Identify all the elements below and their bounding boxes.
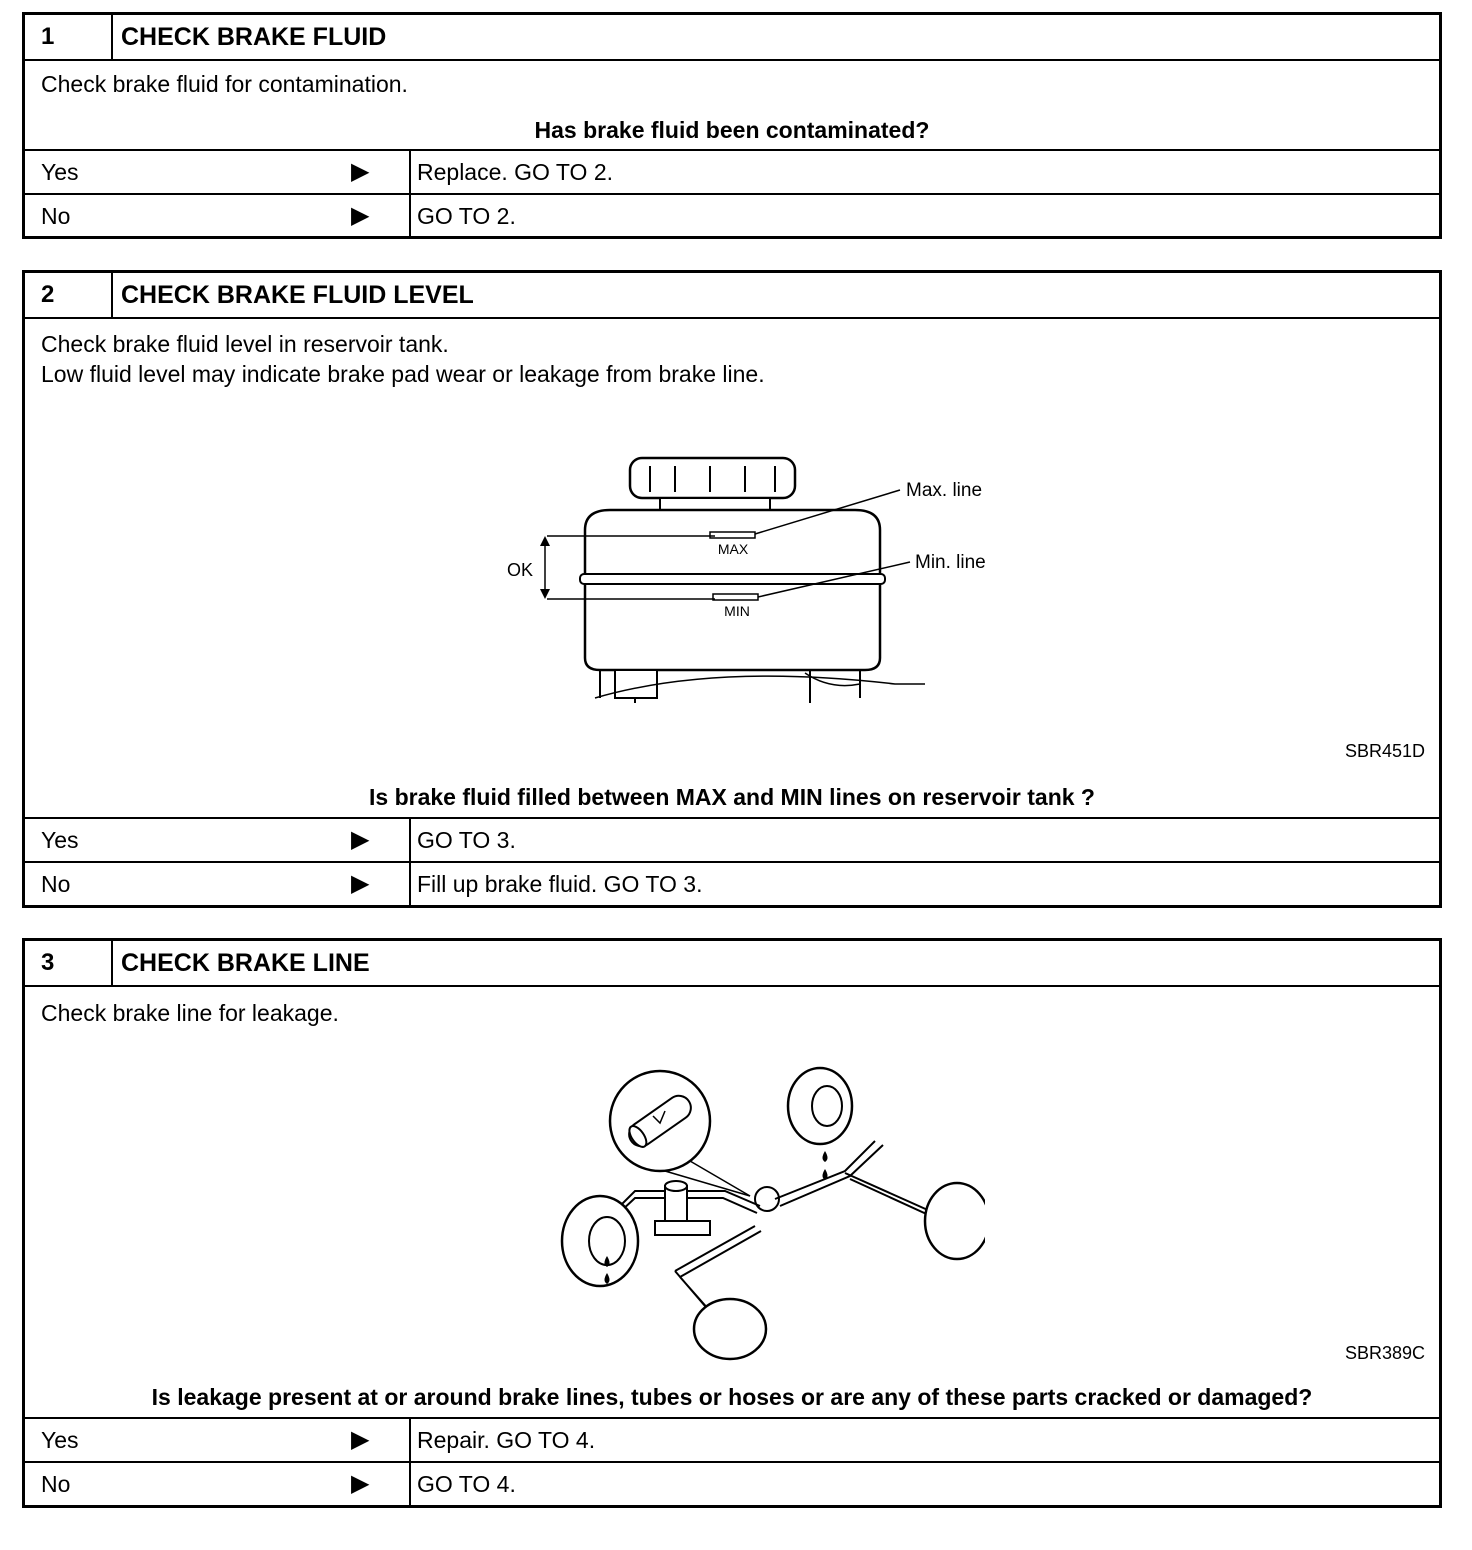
answer-label: No — [41, 871, 71, 897]
step-3-block — [22, 938, 1442, 1508]
answer-row-no — [25, 193, 1439, 237]
step-header — [25, 15, 1439, 61]
answer-row-no — [25, 861, 1439, 905]
step-title: CHECK BRAKE LINE — [121, 949, 370, 977]
answer-action: GO TO 2. — [417, 203, 516, 229]
arrow-right-icon: ▶ — [351, 870, 370, 897]
column-divider — [409, 863, 411, 905]
answer-action: Repair. GO TO 4. — [417, 1427, 596, 1453]
answer-label: Yes — [41, 159, 79, 185]
answer-action: Fill up brake fluid. GO TO 3. — [417, 871, 703, 897]
wheel-rear-right — [925, 1183, 985, 1259]
answer-action: Replace. GO TO 2. — [417, 159, 614, 185]
figure-id: SBR389C — [1344, 1343, 1425, 1363]
arrow-right-icon: ▶ — [351, 1426, 370, 1453]
answer-row-yes — [25, 149, 1439, 193]
step-number: 3 — [25, 941, 113, 985]
answer-row-no — [25, 1461, 1439, 1505]
step-number: 1 — [25, 15, 113, 59]
answer-label: No — [41, 1471, 71, 1497]
figure-id: SBR451D — [1344, 741, 1425, 761]
min-line-label: Min. line — [915, 552, 986, 573]
step-2-block — [22, 270, 1442, 908]
arrow-right-icon: ▶ — [351, 826, 370, 853]
step-header — [25, 941, 1439, 987]
step-instruction: Check brake fluid level in reservoir tank. Low fluid level may indicate brake pad wear or leakage from brake line. — [41, 331, 765, 387]
reservoir-cap — [630, 458, 795, 498]
step-title: CHECK BRAKE FLUID LEVEL — [121, 281, 474, 309]
step-question: Is brake fluid filled between MAX and MIN lines on reservoir tank ? — [369, 784, 1095, 810]
arrow-right-icon: ▶ — [351, 1470, 370, 1497]
step-instruction: Check brake line for leakage. — [41, 1000, 339, 1026]
answer-label: No — [41, 203, 71, 229]
answer-action: GO TO 4. — [417, 1471, 516, 1497]
step-title: CHECK BRAKE FLUID — [121, 23, 387, 51]
step-header — [25, 273, 1439, 319]
column-divider — [409, 1419, 411, 1461]
step-1-block — [22, 12, 1442, 239]
max-marker-label: MAX — [717, 541, 749, 557]
step-question: Is leakage present at or around brake lines, tubes or hoses or are any of these parts cracked or damaged? — [151, 1384, 1313, 1410]
max-line-label: Max. line — [906, 480, 983, 501]
step-number: 2 — [25, 273, 113, 317]
column-divider — [409, 151, 411, 193]
step-question: Has brake fluid been contaminated? — [534, 117, 930, 143]
arrow-right-icon: ▶ — [351, 202, 370, 229]
column-divider — [409, 195, 411, 237]
arrow-right-icon: ▶ — [351, 158, 370, 185]
reservoir-tank-figure — [465, 448, 1025, 718]
answer-label: Yes — [41, 1427, 79, 1453]
ok-range-label: OK — [506, 560, 534, 580]
wheel-rear-left — [694, 1299, 766, 1359]
answer-label: Yes — [41, 827, 79, 853]
answer-row-yes — [25, 1417, 1439, 1461]
column-divider — [409, 1463, 411, 1505]
min-marker-label: MIN — [724, 603, 750, 619]
step-instruction: Check brake fluid for contamination. — [41, 71, 408, 97]
answer-action: GO TO 3. — [417, 827, 516, 853]
answer-row-yes — [25, 817, 1439, 861]
column-divider — [409, 819, 411, 861]
brake-line-figure — [525, 1061, 985, 1361]
